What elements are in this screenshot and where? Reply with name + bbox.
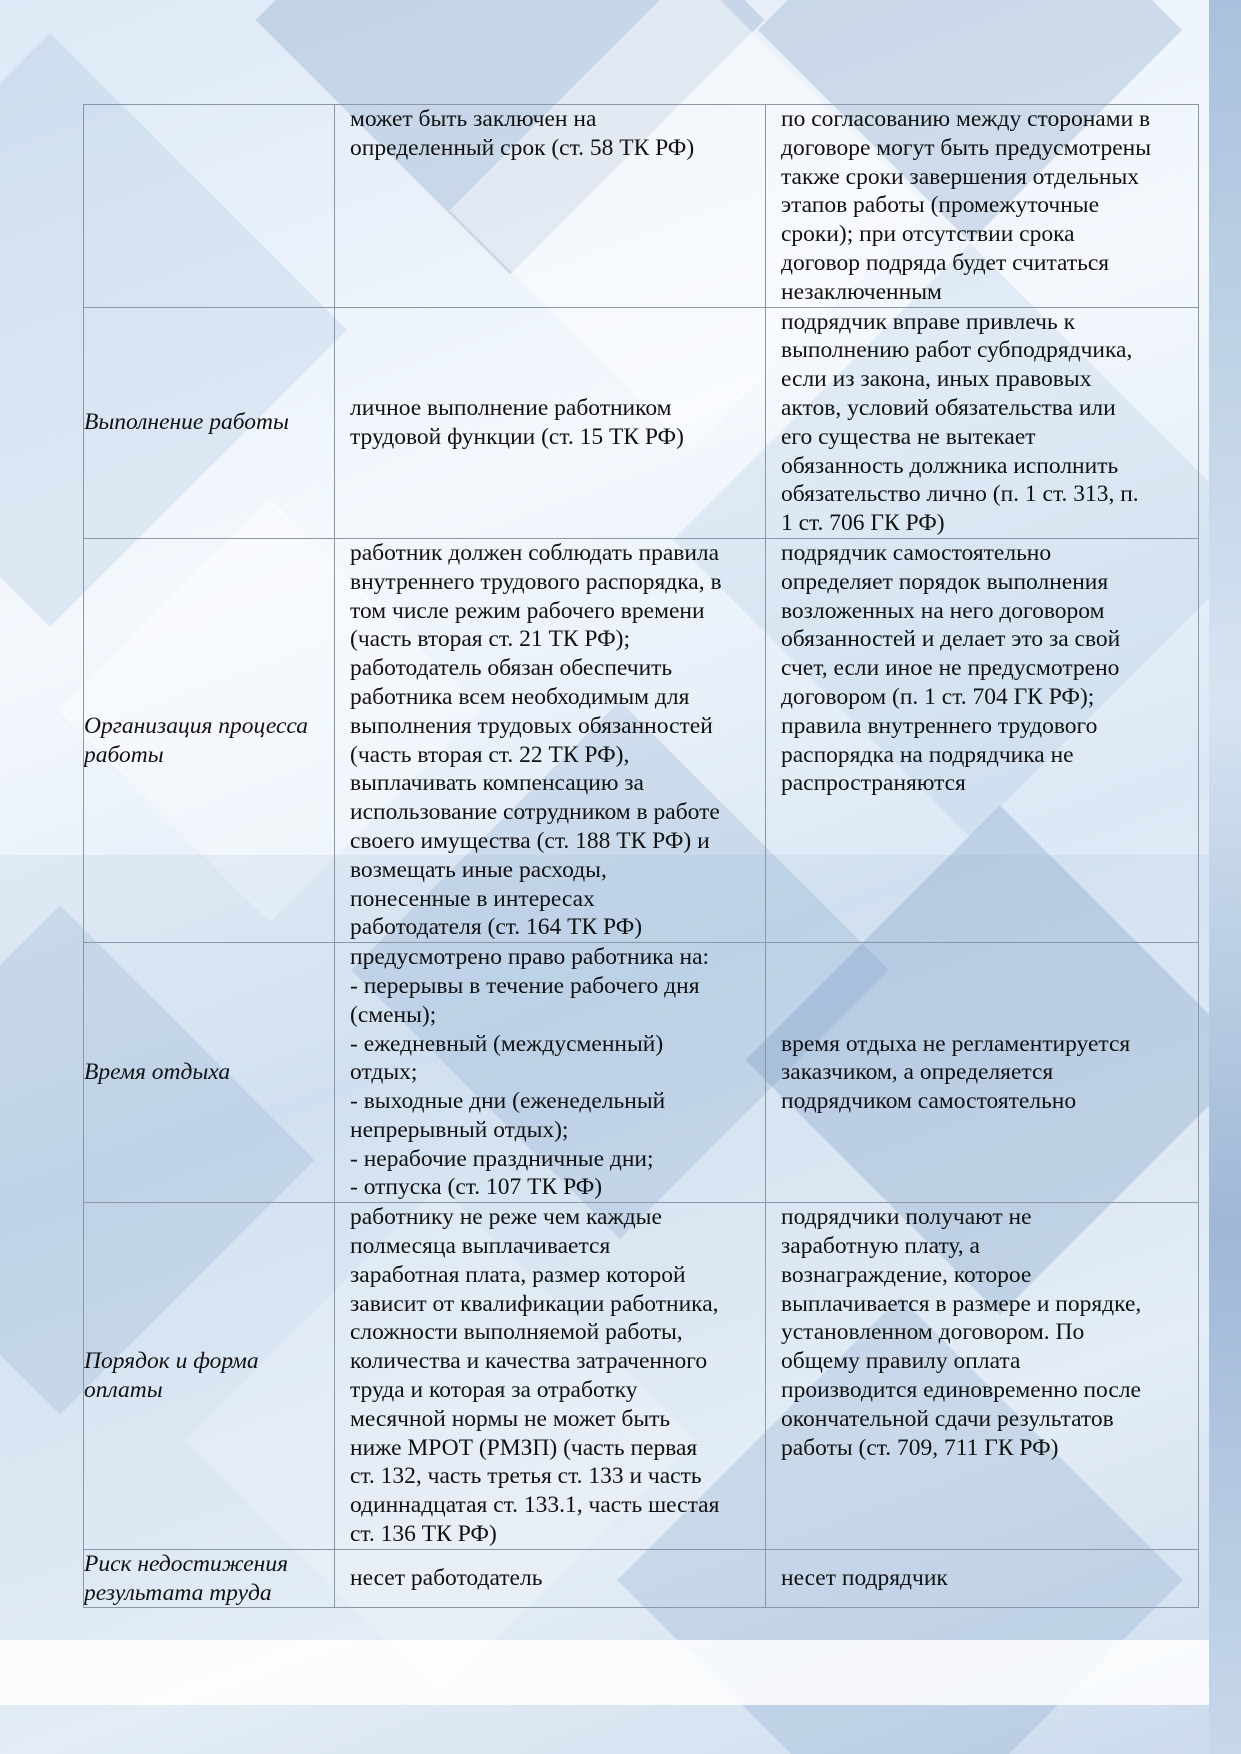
labor-contract-cell: несет работодатель	[335, 1549, 766, 1608]
labor-contract-cell: предусмотрено право работника на: - перерывы в течение рабочего дня (смены); - ежедневный (междусменный) отдых; - выходные дни (еженедельный непрерывный отдых); - нерабочие праздничные дни; - отпуска (ст. 107 ТК РФ)	[335, 943, 766, 1203]
labor-contract-cell: работник должен соблюдать правила внутреннего трудового распорядка, в том числе режим рабочего времени (часть вторая ст. 21 ТК РФ); работодатель обязан обеспечить работника всем необходимым для выполнения трудовых обязанностей (часть вторая ст. 22 ТК РФ), выплачивать компенсацию за использование сотрудником в работе своего имущества (ст. 188 ТК РФ) и возмещать иные расходы, понесенные в интересах работодателя (ст. 164 ТК РФ)	[335, 538, 766, 942]
aspect-cell	[84, 105, 335, 308]
table-row	[84, 1203, 1199, 1550]
aspect-cell: Выполнение работы	[84, 307, 335, 538]
table-row	[84, 105, 1199, 308]
work-contract-cell: время отдыха не регламентируется заказчиком, а определяется подрядчиком самостоятельно	[766, 943, 1199, 1203]
work-contract-cell: подрядчик самостоятельно определяет порядок выполнения возложенных на него договором обязанностей и делает это за свой счет, если иное не предусмотрено договором (п. 1 ст. 704 ГК РФ); правила внутреннего трудового распорядка на подрядчика не распространяются	[766, 538, 1199, 942]
labor-contract-cell: работнику не реже чем каждые полмесяца выплачивается заработная плата, размер которой зависит от квалификации работника, сложности выполняемой работы, количества и качества затраченного труда и которая за отработку месячной нормы не может быть ниже МРОТ (РМЗП) (часть первая ст. 132, часть третья ст. 133 и часть одиннадцатая ст. 133.1, часть шестая ст. 136 ТК РФ)	[335, 1203, 766, 1550]
aspect-cell: Порядок и форма оплаты	[84, 1203, 335, 1550]
work-contract-cell: подрядчики получают не заработную плату, а вознаграждение, которое выплачивается в размере и порядке, установленном договором. По общему правилу оплата производится единовременно после окончательной сдачи результатов работы (ст. 709, 711 ГК РФ)	[766, 1203, 1199, 1550]
aspect-cell: Организация процесса работы	[84, 538, 335, 942]
aspect-cell: Риск недостижения результата труда	[84, 1549, 335, 1608]
labor-contract-cell: может быть заключен на определенный срок (ст. 58 ТК РФ)	[335, 105, 766, 308]
table-row	[84, 1549, 1199, 1608]
comparison-table	[83, 104, 1199, 1608]
table-row	[84, 538, 1199, 942]
labor-contract-cell: личное выполнение работником трудовой функции (ст. 15 ТК РФ)	[335, 307, 766, 538]
aspect-cell: Время отдыха	[84, 943, 335, 1203]
table-row	[84, 307, 1199, 538]
work-contract-cell: несет подрядчик	[766, 1549, 1199, 1608]
work-contract-cell: подрядчик вправе привлечь к выполнению работ субподрядчика, если из закона, иных правовых актов, условий обязательства или его существа не вытекает обязанность должника исполнить обязательство лично (п. 1 ст. 313, п. 1 ст. 706 ГК РФ)	[766, 307, 1199, 538]
table-row	[84, 943, 1199, 1203]
work-contract-cell: по согласованию между сторонами в договоре могут быть предусмотрены также сроки завершения отдельных этапов работы (промежуточные сроки); при отсутствии срока договор подряда будет считаться незаключенным	[766, 105, 1199, 308]
